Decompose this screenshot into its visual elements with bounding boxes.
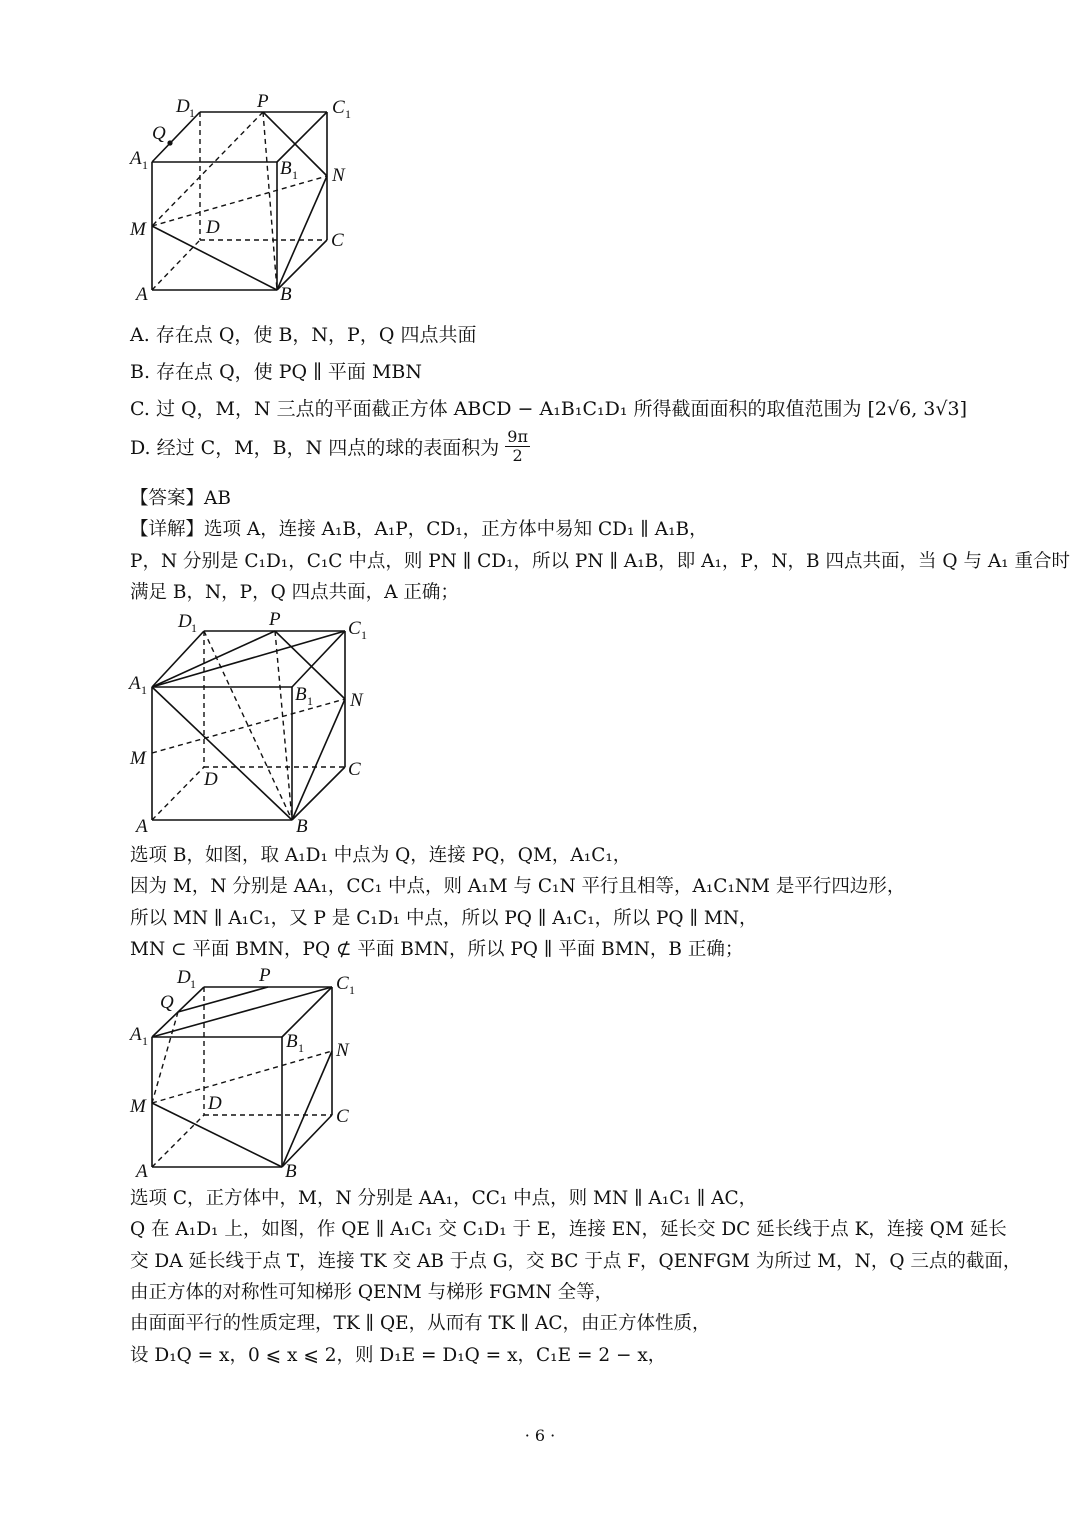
label-p: P: [269, 609, 281, 630]
label-n: N: [336, 1040, 349, 1061]
label-c: C: [336, 1106, 349, 1127]
label-c1: C: [336, 973, 349, 994]
label-c: C: [331, 230, 344, 251]
solution-line-10: 交 DA 延长线于点 T，连接 TK 交 AB 于点 G，交 BC 于点 F，QENFGM 为所过 M，N，Q 三点的截面，: [130, 1251, 1022, 1272]
option-a: A. 存在点 Q，使 B，N，P，Q 四点共面: [130, 324, 477, 346]
label-c1: C: [332, 97, 345, 118]
option-b: B. 存在点 Q，使 PQ ∥ 平面 MBN: [130, 361, 422, 383]
label-b1-sub: 1: [292, 168, 298, 182]
label-b1-sub: 1: [307, 694, 313, 708]
label-m: M: [130, 748, 146, 769]
cube-figure-3: [120, 963, 380, 1183]
label-b: B: [296, 816, 308, 837]
label-a1-sub: 1: [141, 683, 147, 697]
label-d1-sub: 1: [191, 621, 197, 635]
label-c1-sub: 1: [361, 628, 367, 642]
solution-line-13: 设 D₁Q = x，0 ⩽ x ⩽ 2，则 D₁E = D₁Q = x，C₁E = 2 − x，: [130, 1345, 667, 1366]
answer-line: 【答案】AB: [130, 488, 231, 509]
label-b1: B: [286, 1031, 298, 1052]
label-q: Q: [160, 992, 174, 1013]
label-b: B: [285, 1161, 297, 1182]
label-a: A: [136, 1161, 148, 1182]
label-d: D: [206, 217, 220, 238]
solution-line-2: P，N 分别是 C₁D₁，C₁C 中点，则 PN ∥ CD₁，所以 PN ∥ A₁B，即 A₁，P，N，B 四点共面，当 Q 与 A₁ 重合时: [130, 551, 1070, 572]
label-c1-sub: 1: [345, 107, 351, 121]
option-d: [130, 428, 530, 465]
label-b1: B: [280, 158, 292, 179]
label-d: D: [204, 769, 218, 790]
solution-line-6: 所以 MN ∥ A₁C₁，又 P 是 C₁D₁ 中点，所以 PQ ∥ A₁C₁，所以 PQ ∥ MN，: [130, 908, 758, 929]
solution-line-5: 因为 M，N 分别是 AA₁，CC₁ 中点，则 A₁M 与 C₁N 平行且相等，A₁C₁NM 是平行四边形，: [130, 876, 906, 897]
label-c1: C: [348, 618, 361, 639]
option-d-text: D. 经过 C，M，B，N 四点的球的表面积为: [130, 437, 500, 459]
cube-figure-1: [120, 90, 380, 310]
label-a1: A: [130, 148, 142, 169]
label-d1-sub: 1: [189, 106, 195, 120]
label-a1-sub: 1: [142, 158, 148, 172]
label-q: Q: [152, 123, 166, 144]
label-d1: D: [178, 611, 192, 632]
label-m: M: [130, 219, 146, 240]
solution-line-12: 由面面平行的性质定理，TK ∥ QE，从而有 TK ∥ AC，由正方体性质，: [130, 1313, 711, 1334]
page-number: · 6 ·: [524, 1426, 556, 1445]
label-b1-sub: 1: [298, 1041, 304, 1055]
label-a1: A: [130, 1024, 142, 1045]
label-b1: B: [295, 684, 307, 705]
label-n: N: [332, 165, 345, 186]
label-a1: A: [129, 673, 141, 694]
solution-line-8: 选项 C，正方体中，M，N 分别是 AA₁，CC₁ 中点，则 MN ∥ A₁C₁ ∥ AC，: [130, 1188, 758, 1209]
label-c: C: [348, 759, 361, 780]
solution-line-4: 选项 B，如图，取 A₁D₁ 中点为 Q，连接 PQ，QM，A₁C₁，: [130, 845, 632, 866]
solution-line-3: 满足 B，N，P，Q 四点共面，A 正确；: [130, 582, 459, 603]
fraction-denominator: 2: [512, 446, 523, 465]
cube-figure-2: [120, 605, 380, 840]
label-m: M: [130, 1096, 146, 1117]
label-c1-sub: 1: [349, 983, 355, 997]
fraction-numerator: 9π: [507, 427, 528, 446]
option-d-fraction: [505, 428, 530, 465]
option-c: C. 过 Q，M，N 三点的平面截正方体 ABCD − A₁B₁C₁D₁ 所得截面面积的取值范围为 [2√6, 3√3]: [130, 398, 967, 420]
label-p: P: [257, 91, 269, 112]
solution-line-9: Q 在 A₁D₁ 上，如图，作 QE ∥ A₁C₁ 交 C₁D₁ 于 E，连接 EN，延长交 DC 延长线于点 K，连接 QM 延长: [130, 1219, 1007, 1240]
label-d: D: [208, 1093, 222, 1114]
label-b: B: [280, 284, 292, 305]
label-d1: D: [176, 96, 190, 117]
solution-line-7: MN ⊂ 平面 BMN，PQ ⊄ 平面 BMN，所以 PQ ∥ 平面 BMN，B 正确；: [130, 939, 744, 960]
label-p: P: [259, 965, 271, 986]
solution-line-11: 由正方体的对称性可知梯形 QENM 与梯形 FGMN 全等，: [130, 1282, 614, 1303]
point-q-marker: [167, 140, 172, 145]
label-a: A: [136, 284, 148, 305]
label-n: N: [350, 690, 363, 711]
solution-line-1: 【详解】选项 A，连接 A₁B，A₁P，CD₁，正方体中易知 CD₁ ∥ A₁B，: [130, 519, 708, 540]
label-d1-sub: 1: [190, 977, 196, 991]
label-a: A: [136, 816, 148, 837]
label-a1-sub: 1: [142, 1034, 148, 1048]
label-d1: D: [177, 967, 191, 988]
